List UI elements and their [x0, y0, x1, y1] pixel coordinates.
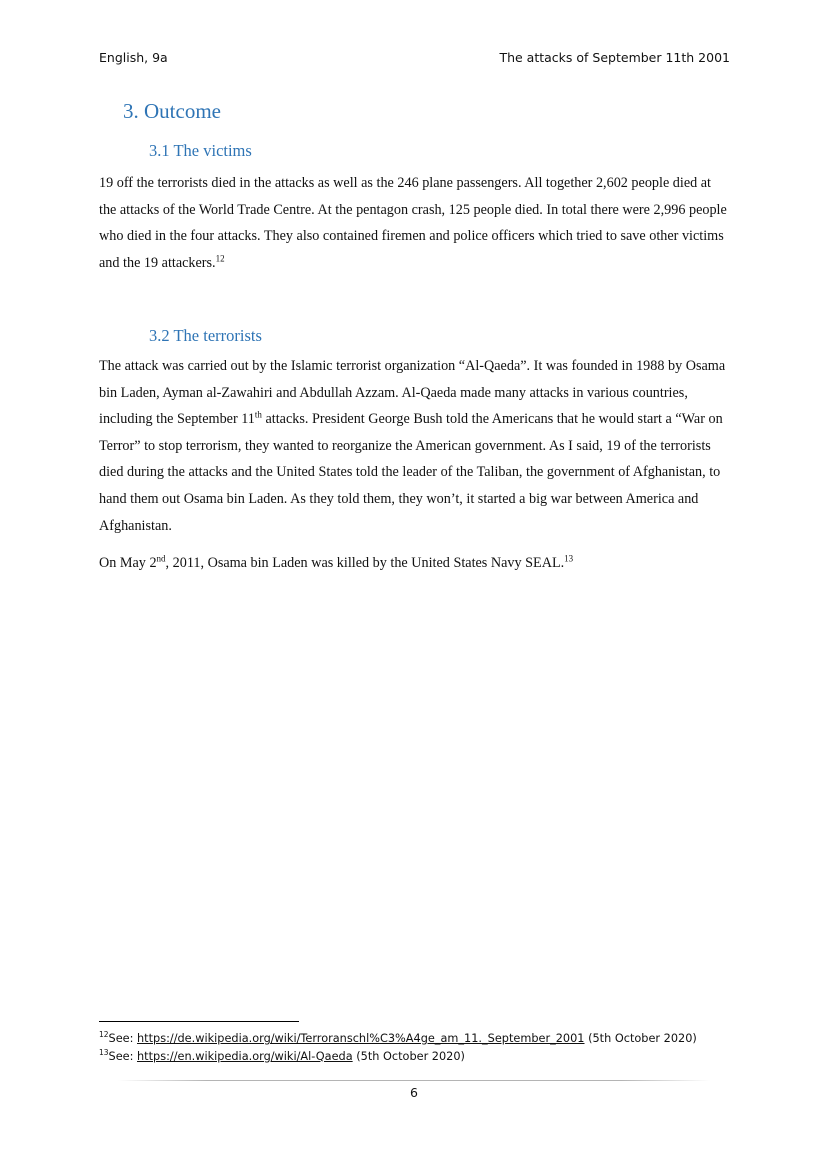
- footnote-link[interactable]: https://en.wikipedia.org/wiki/Al-Qaeda: [137, 1049, 353, 1063]
- paragraph-bin-laden-death: [99, 550, 731, 577]
- victims-text: 19 off the terrorists died in the attacks as well as the 246 plane passengers. All together 2,602 people died at the attacks of the World Trade Centre. At the pentagon crash, 125 people died. In total there were 2,996 people who died in the four attacks. They also contained firemen and police officers which tried to save other victims and the 19 attackers.: [99, 175, 727, 271]
- ordinal-suffix: th: [254, 409, 262, 420]
- death-text-part2: , 2011, Osama bin Laden was killed by the United States Navy SEAL.: [165, 555, 565, 571]
- footnote-date: (5th October 2020): [352, 1049, 465, 1063]
- subsection-heading-terrorists: 3.2 The terrorists: [149, 326, 262, 345]
- header-course: English, 9a: [99, 50, 168, 65]
- footnote-number: 13: [99, 1047, 109, 1057]
- death-text-part1: On May 2: [99, 555, 157, 571]
- footnote-prefix: See:: [108, 1032, 138, 1045]
- footnotes: [99, 1030, 739, 1065]
- footnote-link[interactable]: https://de.wikipedia.org/wiki/Terroranschl%C3%A4ge_am_11._September_2001: [137, 1032, 585, 1045]
- paragraph-terrorists: [99, 353, 731, 539]
- footnote-number: 12: [99, 1030, 109, 1040]
- page-number: 6: [410, 1085, 418, 1100]
- footnote-13: [99, 1048, 739, 1066]
- footnote-ref-12[interactable]: 12: [215, 253, 225, 264]
- terrorists-text-part1: The attack was carried out by the Islamic terrorist organization “Al-Qaeda”. It was founded in 1988 by Osama bin Laden, Ayman al-Zawahiri and Abdullah Azzam. Al-Qaeda made many attacks in various countries, including the September 11: [99, 358, 726, 428]
- footnote-prefix: See:: [108, 1049, 138, 1063]
- section-heading-outcome: 3. Outcome: [123, 99, 221, 123]
- footnote-12: [99, 1030, 739, 1048]
- ordinal-suffix: nd: [156, 553, 166, 564]
- paragraph-victims: [99, 170, 731, 276]
- subsection-heading-victims: 3.1 The victims: [149, 141, 252, 160]
- footnote-date: (5th October 2020): [584, 1032, 697, 1045]
- header-document-title: The attacks of September 11th 2001: [499, 50, 730, 65]
- page-footer-rule: [118, 1080, 710, 1081]
- footnote-ref-13[interactable]: 13: [564, 553, 574, 564]
- page-header: [99, 50, 730, 70]
- terrorists-text-part2: attacks. President George Bush told the Americans that he would start a “War on Terror” to stop terrorism, they wanted to reorganize the American government. As I said, 19 of the terrorists died during the attacks and the United States told the leader of the Taliban, the government of Afghanistan, to hand them out Osama bin Laden. As they told them, they won’t, it started a big war between America and Afghanistan.: [99, 411, 723, 534]
- footnote-separator: [99, 1021, 299, 1022]
